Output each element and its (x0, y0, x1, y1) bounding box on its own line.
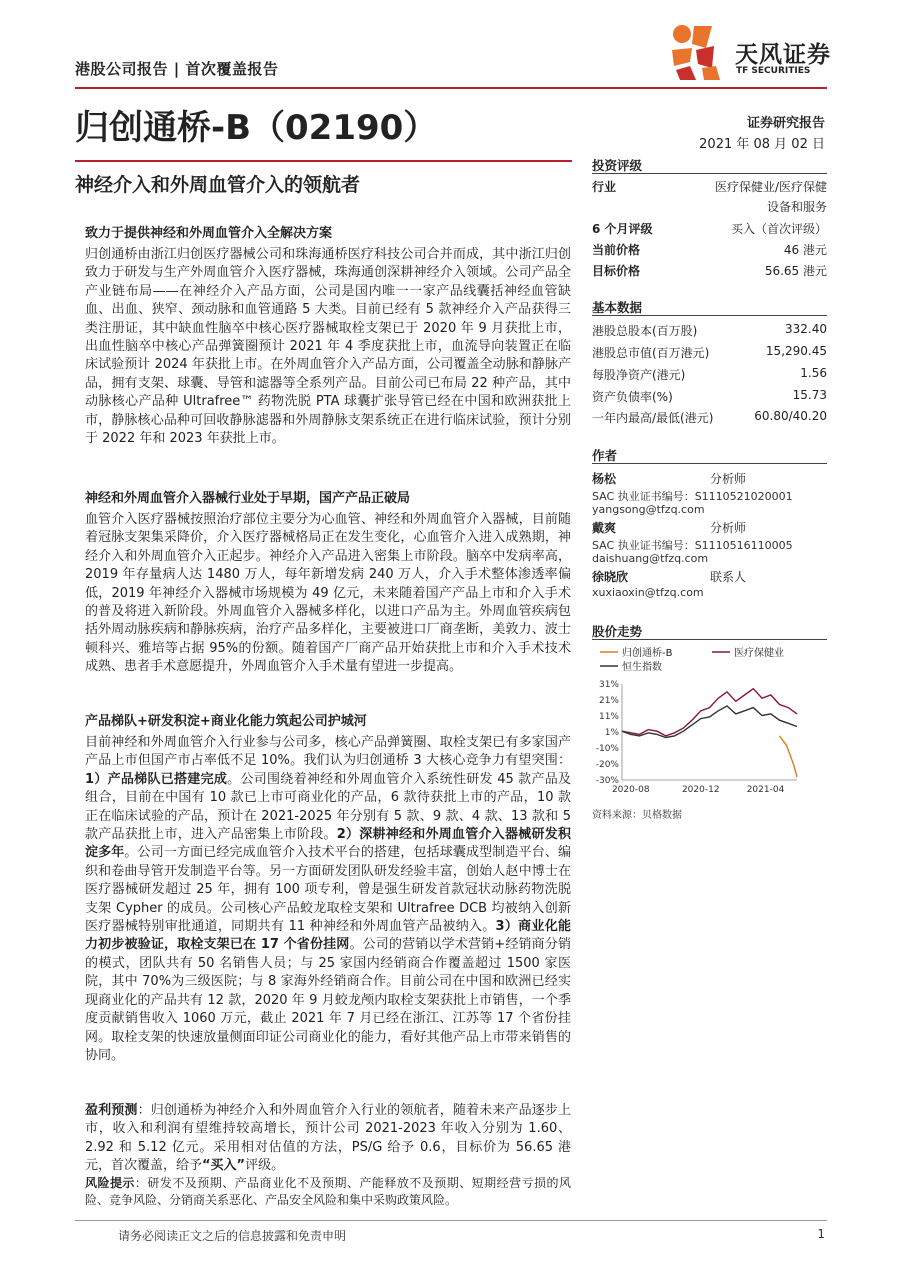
legend-label: 恒生指数 (622, 662, 662, 673)
y-tick-label: 21% (598, 696, 619, 706)
section-heading: 神经和外周血管介入器械行业处于早期，国产产品正破局 (85, 491, 411, 506)
brand-name-en: TF SECURITIES (736, 66, 811, 76)
footer-disclaimer: 请务必阅读正文之后的信息披露和免责申明 (118, 1229, 347, 1243)
report-type: 证券研究报告 (746, 116, 825, 131)
price-chart (592, 642, 827, 802)
series-line (622, 689, 797, 736)
y-tick-label: -30% (595, 776, 619, 786)
x-tick-label: 2021-04 (746, 785, 785, 795)
page-number: 1 (817, 1227, 825, 1241)
report-series: 港股公司报告 | 首次覆盖报告 (75, 60, 279, 78)
price-chart-heading: 股价走势 (592, 624, 643, 639)
basic-data-divider (592, 315, 827, 316)
industry-row: 行业 医疗保健业/医疗保健 设备和服务 (592, 180, 827, 214)
section-paragraph: 血管介入医疗器械按照治疗部位主要分为心血管、神经和外周血管介入器械，目前随着冠脉支架集采降价，介入医疗器械格局正在发生变化，心血管介入进入成熟期，神经介入和外周血管介入正起步。神经介入产品进入密集上市阶段。脑卒中发病率高，2019 年存量病人达 1480 万人，每年新增发病 240 万人，介入手术整体渗透率偏低，2019 年神经介入器械市场规模为 49 亿元，未来随着国产产品上市和介入手术的普及将进入新阶段。外周血管介入器械多样化，以进口产品为主。外周血管疾病包括外周动脉疾病和静脉疾病，治疗产品多样化，主要被进口厂商垄断，美敦力、波士顿科兴、雅培等占据 95%的份额。随着国产厂商产品开始获批上市和介入手术技术成熟、患者手术意愿提升，外周血管介入手术量有望进一步提高。 (85, 512, 571, 675)
legend-label: 医疗保健业 (734, 648, 784, 659)
header-divider (75, 87, 827, 89)
y-tick-label: -20% (595, 760, 619, 770)
page-title: 归创通桥-B（02190） (75, 108, 438, 148)
authors-heading: 作者 (592, 448, 618, 463)
y-tick-label: 31% (598, 680, 619, 690)
price-chart-divider (592, 639, 827, 640)
rating-divider (592, 173, 827, 174)
report-date: 2021 年 08 月 02 日 (699, 137, 825, 152)
y-tick-label: 1% (604, 728, 619, 738)
footer-divider (75, 1220, 827, 1221)
x-tick-label: 2020-12 (681, 785, 720, 795)
subtitle-divider (75, 160, 572, 162)
chart-source: 资料来源：贝格数据 (592, 810, 682, 821)
y-tick-label: -10% (595, 744, 619, 754)
series-line (622, 706, 797, 738)
rating-heading: 投资评级 (592, 158, 643, 173)
series-line (780, 736, 798, 777)
legend-label: 归创通桥-B (622, 648, 673, 659)
section-paragraph: 归创通桥由浙江归创医疗器械公司和珠海通桥医疗科技公司合并而成，其中浙江归创致力于研发与生产外周血管介入医疗器械，珠海通创深耕神经介入领域。公司产品全产业链布局——在神经介入产品方面，公司是国内唯一一家产品线囊括神经血管缺血、出血、狭窄、颈动脉和血管通路 5 大类。目前已经有 5 款神经介入产品获得三类注册证，其中缺血性脑卒中核心医疗器械取栓支架已于 2020 年 9 月获批上市，出血性脑卒中核心产品弹簧圈预计 2021 年 4 季度获批上市，血流导向装置正在临床试验预计 2024 年获批上市。在外周血管介入产品方面，公司覆盖全动脉和静脉产品，拥有支架、球囊、导管和滤器等全系列产品。目前公司已布局 22 种产品，其中动脉核心产品种 Ultrafree™ 药物洗脱 PTA 球囊扩张导管已经在中国和欧洲获批上市，静脉核心品种可回收静脉滤器和外周静脉支架系统正在进行临床试验，预计分别于 2022 年和 2023 年获批上市。 (85, 247, 571, 447)
brand-name-cn: 天风证券 (735, 42, 831, 68)
page-subtitle: 神经介入和外周血管介入的领航者 (75, 174, 361, 196)
logo-mark-icon (668, 22, 732, 82)
forecast-paragraph: 盈利预测：归创通桥为神经介入和外周血管介入行业的领航者，随着未来产品逐步上市，收入和利润有望维持较高增长，预计公司 2021-2023 年收入分别为 1.60、2.92 和 5.12 亿元。采用相对估值的方法，PS/G 给予 0.6，目标价为 56.65 港元，首次覆盖，给予“买入”评级。 (85, 1103, 571, 1174)
y-tick-label: 11% (598, 712, 619, 722)
authors-divider (592, 463, 827, 464)
section-paragraph: 目前神经和外周血管介入行业参与公司多，核心产品弹簧圈、取栓支架已有多家国产产品上市但国产市占率低不足 10%。我们认为归创通桥 3 大核心竞争力有望突围：1）产品梯队已搭建完成。公司围绕着神经和外周血管介入系统性研发 45 款产品及组合，目前在中国有 10 款已上市可商业化的产品，6 款待获批上市的产品，10 款正在临床试验的产品，预计在 2021-2025 年分别有 5 款、9 款、4 款、13 款和 5 款产品获批上市，进入产品密集上市阶段。2）深耕神经和外周血管介入器械研发积淀多年。公司一方面已经完成血管介入技术平台的搭建，包括球囊成型制造平台、编织和卷曲导管开发制造平台等。另一方面研发团队研发经验丰富，创始人赵中博士在医疗器械研发超过 25 年，拥有 100 项专利，曾是强生研发首款冠状动脉药物洗脱支架 Cypher 的成员。公司核心产品蛟龙取栓支架和 Ultrafree DCB 均被纳入创新医疗器械特别审批通道，同期共有 11 种神经和外周血管产品被纳入。3）商业化能力初步被验证，取栓支架已在 17 个省份挂网。公司的营销以学术营销+经销商分销的模式，团队共有 50 名销售人员；与 25 家国内经销商合作覆盖超过 1500 家医院，其中 70%为三级医院；与 8 家海外经销商合作。目前公司在中国和欧洲已经实现商业化的产品共有 12 款，2020 年 9 月蛟龙颅内取栓支架获批上市销售，一个季度贡献销售收入 1060 万元，截止 2021 年 7 月已经在浙江、江苏等 17 个省份挂网。取栓支架的快速放量侧面印证公司商业化的能力，看好其他产品上市带来销售的协同。 (85, 735, 572, 1063)
section-heading: 产品梯队+研发积淀+商业化能力筑起公司护城河 (85, 714, 367, 729)
risk-paragraph: 风险提示：研发不及预期、产品商业化不及预期、产能释放不及预期、短期经营亏损的风险、竞争风险、分销商关系恶化、产品安全风险和集中采购政策风险。 (85, 1176, 571, 1207)
section-heading: 致力于提供神经和外周血管介入全解决方案 (85, 226, 333, 241)
x-tick-label: 2020-08 (611, 785, 650, 795)
basic-data-heading: 基本数据 (592, 300, 643, 315)
